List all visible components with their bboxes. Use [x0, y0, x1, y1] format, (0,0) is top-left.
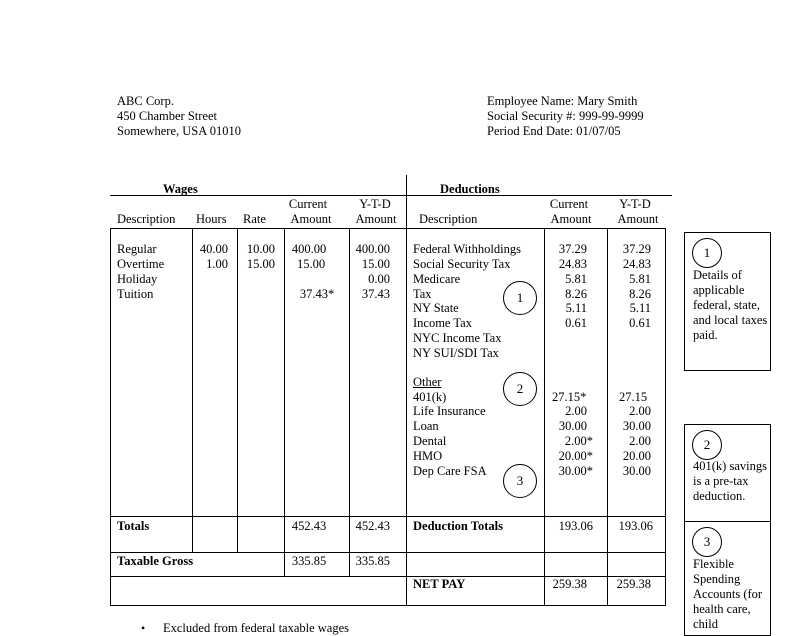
deduction-description: NY State — [413, 301, 459, 315]
table-right-border — [665, 228, 666, 606]
section-divider — [406, 175, 407, 606]
deduction-description: NY SUI/SDI Tax — [413, 346, 499, 360]
table-left-border — [110, 228, 111, 606]
note-2-marker-icon: 2 — [692, 430, 722, 460]
column-rule — [110, 228, 666, 229]
deduction-ytd: 8.26 — [629, 287, 651, 301]
deduction-ytd: 20.00 — [622, 449, 651, 463]
deduction-description: Medicare — [413, 272, 461, 286]
taxable-gross-label: Taxable Gross — [117, 554, 194, 568]
deduction-totals-label: Deduction Totals — [413, 519, 503, 533]
deduction-description: HMO — [413, 449, 443, 463]
deductions-header-current: Current — [549, 197, 589, 211]
note-3-marker-icon: 3 — [692, 527, 722, 557]
deduction-description: Federal Withholdings — [413, 242, 521, 256]
note-1-text: Details of applicable federal, state, and local taxes paid. — [693, 268, 768, 342]
deduction-ytd: 0.61 — [629, 316, 651, 330]
deduction-description: Life Insurance — [413, 404, 486, 418]
wages-totals-label: Totals — [117, 519, 150, 533]
note-3-text: Flexible Spending Accounts (for health care, child — [693, 557, 763, 631]
deduction-description: Loan — [413, 419, 439, 433]
deduction-description: Social Security Tax — [413, 257, 511, 271]
totals-rule — [110, 516, 666, 517]
employee-ssn: Social Security #: 999-99-9999 — [487, 109, 644, 123]
deduction-totals-ytd: 193.06 — [618, 519, 653, 533]
marker-3-icon: 3 — [503, 464, 537, 498]
period-end-date: Period End Date: 01/07/05 — [487, 124, 621, 138]
marker-2-icon: 2 — [503, 372, 537, 406]
deduction-ytd: 30.00 — [622, 419, 651, 433]
wages-totals-ytd: 452.43 — [355, 519, 390, 533]
wages-current: 37.43* — [299, 287, 335, 301]
wages-ytd: 37.43 — [361, 287, 390, 301]
wages-description: Tuition — [117, 287, 154, 301]
deduction-current: 24.83 — [558, 257, 587, 271]
note-box-2 — [684, 424, 771, 522]
wages-hours: 1.00 — [206, 257, 228, 271]
wages-header-current: Current — [288, 197, 328, 211]
deductions-title: Deductions — [440, 182, 500, 196]
note-1-marker-icon: 1 — [692, 238, 722, 268]
deduction-totals-current: 193.06 — [558, 519, 593, 533]
deduction-current: 37.29 — [558, 242, 587, 256]
deduction-current: 30.00 — [558, 419, 587, 433]
net-pay-ytd: 259.38 — [616, 577, 651, 591]
deduction-current: 5.11 — [565, 301, 587, 315]
wages-description: Overtime — [117, 257, 165, 271]
wages-col-rule — [237, 228, 238, 553]
deduction-current: 0.61 — [565, 316, 587, 330]
deduction-description: NYC Income Tax — [413, 331, 502, 345]
deduction-ytd: 30.00 — [622, 464, 651, 478]
deduction-current: 8.26 — [565, 287, 587, 301]
net-pay-current: 259.38 — [552, 577, 587, 591]
deduction-ytd: 37.29 — [622, 242, 651, 256]
wages-title: Wages — [163, 182, 198, 196]
deductions-header-current-amount: Amount — [550, 212, 592, 226]
note-box-1 — [684, 232, 771, 371]
net-pay-label: NET PAY — [413, 577, 466, 591]
deduction-ytd: 2.00 — [629, 434, 651, 448]
deduction-description: 401(k) — [413, 390, 447, 404]
footnote-bullet-icon: • — [141, 621, 146, 635]
deduction-ytd: 5.11 — [629, 301, 651, 315]
wages-header-ytd: Y-T-D — [359, 197, 391, 211]
other-label: Other — [413, 375, 442, 389]
note-2-text: 401(k) savings is a pre-tax deduction. — [693, 459, 767, 503]
deduction-current: 27.15* — [552, 390, 587, 404]
wages-ytd: 15.00 — [361, 257, 390, 271]
wages-rate: 10.00 — [246, 242, 275, 256]
deduction-current: 2.00 — [565, 404, 587, 418]
deductions-header-ytd-amount: Amount — [617, 212, 659, 226]
company-name: ABC Corp. — [117, 94, 174, 108]
deduction-ytd: 24.83 — [622, 257, 651, 271]
wages-current: 15.00 — [296, 257, 326, 271]
wages-ytd: 400.00 — [355, 242, 390, 256]
table-bottom-border — [110, 605, 666, 606]
deduction-ytd: 5.81 — [629, 272, 651, 286]
deduction-current: 2.00* — [564, 434, 593, 448]
wages-header-hours: Hours — [196, 212, 227, 226]
wages-header-ytd-amount: Amount — [355, 212, 397, 226]
taxable-rule — [110, 552, 666, 553]
wages-header-rate: Rate — [243, 212, 266, 226]
deduction-ytd: 27.15 — [619, 390, 648, 404]
wages-current: 400.00 — [291, 242, 327, 256]
wages-description: Holiday — [117, 272, 158, 286]
wages-totals-current: 452.43 — [291, 519, 327, 533]
deductions-header-description: Description — [419, 212, 478, 226]
wages-rate: 15.00 — [246, 257, 275, 271]
note-box-3 — [684, 521, 771, 636]
taxable-gross-ytd: 335.85 — [355, 554, 390, 568]
footnote-text: Excluded from federal taxable wages — [163, 621, 350, 635]
deduction-current: 30.00* — [558, 464, 593, 478]
wages-header-current-amount: Amount — [290, 212, 332, 226]
wages-description: Regular — [117, 242, 157, 256]
wages-header-description: Description — [117, 212, 176, 226]
wages-hours: 40.00 — [199, 242, 228, 256]
employee-name: Employee Name: Mary Smith — [487, 94, 638, 108]
taxable-gross-current: 335.85 — [291, 554, 327, 568]
deduction-current: 20.00* — [558, 449, 593, 463]
deduction-description: Income Tax — [413, 316, 472, 330]
wages-col-rule — [192, 228, 193, 553]
company-street: 450 Chamber Street — [117, 109, 217, 123]
deduction-description: Dental — [413, 434, 447, 448]
deduction-ytd: 2.00 — [629, 404, 651, 418]
deduction-current: 5.81 — [565, 272, 587, 286]
deductions-header-ytd: Y-T-D — [619, 197, 651, 211]
marker-1-icon: 1 — [503, 281, 537, 315]
deduction-description: Tax — [413, 287, 432, 301]
wages-ytd: 0.00 — [368, 272, 390, 286]
company-city: Somewhere, USA 01010 — [117, 124, 241, 138]
deduction-description: Dep Care FSA — [413, 464, 487, 478]
